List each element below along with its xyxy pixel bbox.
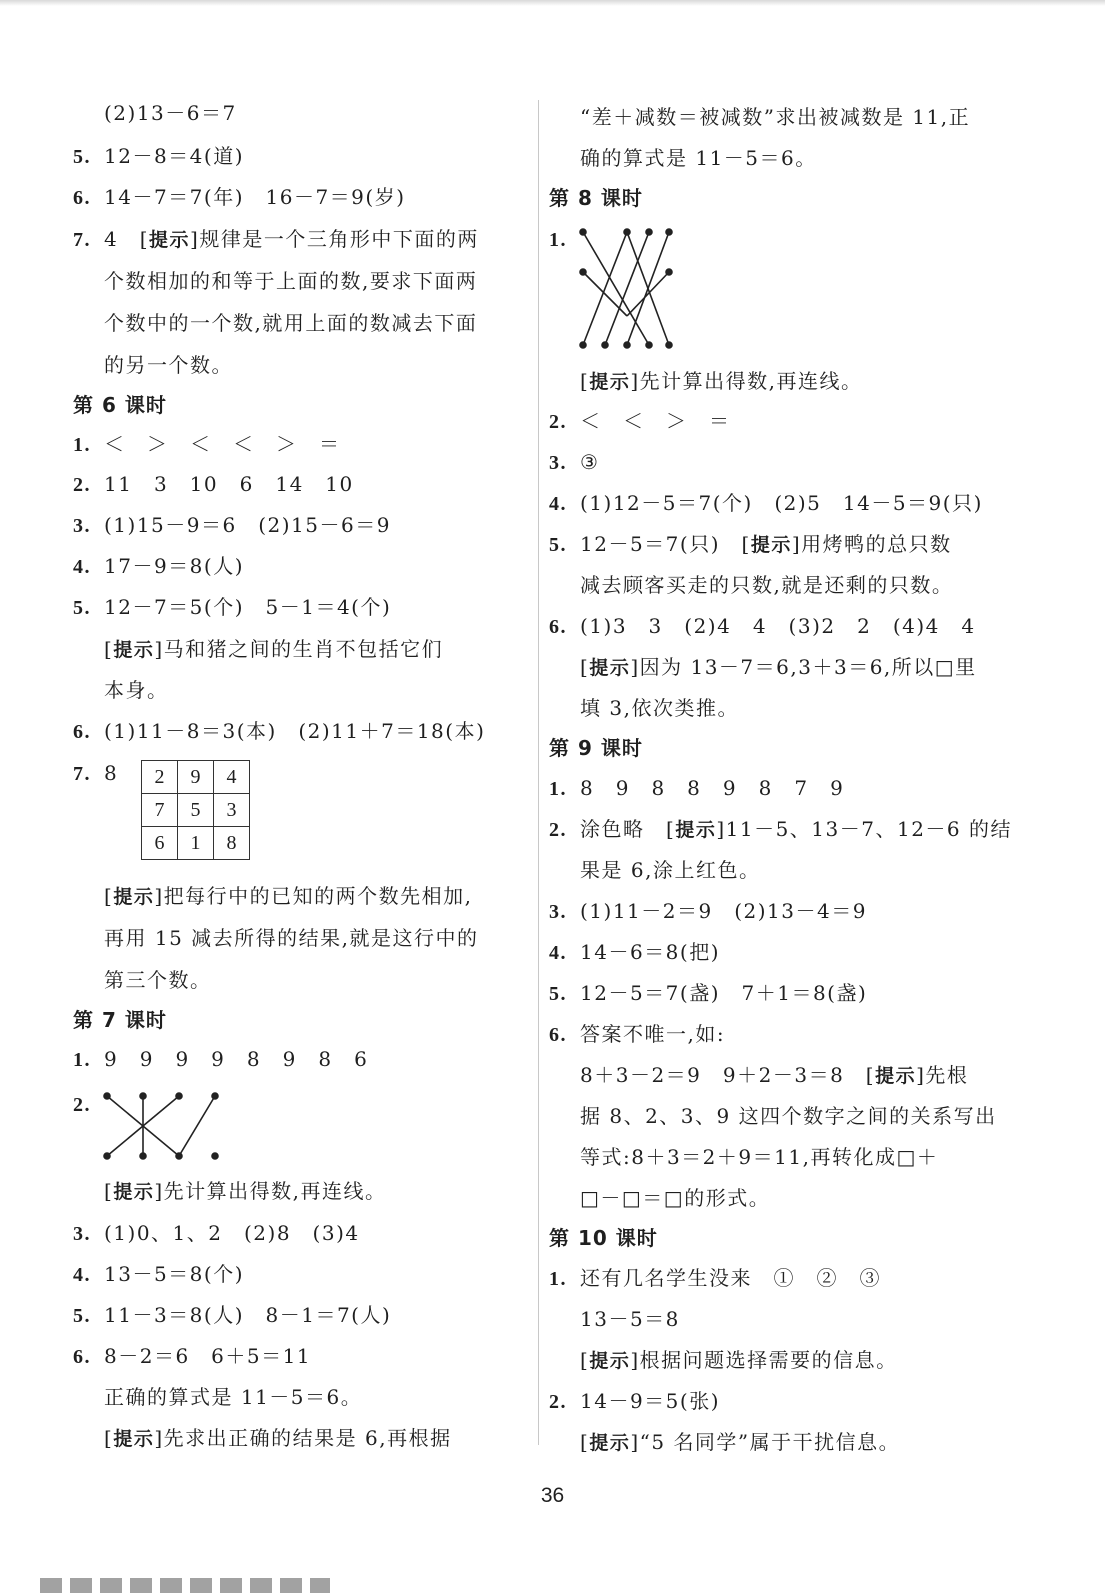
scan-edge bbox=[0, 0, 1105, 6]
hint-line: [提示]马和猪之间的生肖不包括它们 bbox=[104, 637, 444, 661]
scan-bottom-strip bbox=[40, 1578, 330, 1593]
answer-4: 4. 17－9＝8(人) bbox=[73, 554, 245, 578]
grid-cell: 9 bbox=[178, 761, 214, 794]
hint-line: 据 8、2、3、9 这四个数字之间的关系写出 bbox=[580, 1104, 997, 1128]
grid-cell: 7 bbox=[142, 794, 178, 827]
answer-1: 1. 8 9 8 8 9 8 7 9 bbox=[549, 776, 845, 800]
hint-line: [提示]先求出正确的结果是 6,再根据 bbox=[104, 1426, 452, 1450]
hint-line: 果是 6,涂上红色。 bbox=[580, 858, 761, 882]
grid-cell: 4 bbox=[214, 761, 250, 794]
answer-1: 1. 还有几名学生没来 ① ② ③ bbox=[549, 1266, 881, 1290]
answer-4: 4. 14－6＝8(把) bbox=[549, 940, 721, 964]
answer-4: 4. (1)12－5＝7(个) (2)5 14－5＝9(只) bbox=[549, 491, 983, 515]
answer-2: 2. 14－9＝5(张) bbox=[549, 1389, 721, 1413]
answer-7: 7. 8 bbox=[73, 761, 119, 785]
grid-cell: 1 bbox=[178, 827, 214, 860]
answer-3: 3. (1)0、1、2 (2)8 (3)4 bbox=[73, 1221, 360, 1245]
answer-line: 正确的算式是 11－5＝6。 bbox=[104, 1385, 363, 1409]
answer-2: 2. bbox=[73, 1094, 91, 1116]
grid-cell: 6 bbox=[142, 827, 178, 860]
matching-lines-figure-7 bbox=[103, 1090, 223, 1162]
answer-6: 6. 答案不唯一,如: bbox=[549, 1022, 726, 1046]
answer-6: 6. 14－7＝7(年) 16－7＝9(岁) bbox=[73, 185, 406, 209]
grid-cell: 5 bbox=[178, 794, 214, 827]
answer-5: 5. 12－8＝4(道) bbox=[73, 144, 245, 168]
hint-line: 再用 15 减去所得的结果,就是这行中的 bbox=[104, 926, 479, 950]
answer-line: 个数相加的和等于上面的数,要求下面两 bbox=[104, 269, 478, 293]
grid-cell: 3 bbox=[214, 794, 250, 827]
hint-line: [提示]先计算出得数,再连线。 bbox=[104, 1179, 387, 1203]
answer-4: 4. 13－5＝8(个) bbox=[73, 1262, 245, 1286]
answer-line: 13－5＝8 bbox=[580, 1307, 680, 1331]
answer-line: (2)13－6＝7 bbox=[104, 101, 237, 125]
hint-line: □－□＝□的形式。 bbox=[580, 1186, 771, 1210]
hint-line: [提示]因为 13－7＝6,3＋3＝6,所以□里 bbox=[580, 655, 977, 679]
answer-3: 3. (1)11－2＝9 (2)13－4＝9 bbox=[549, 899, 867, 923]
answer-6: 6. (1)3 3 (2)4 4 (3)2 2 (4)4 4 bbox=[549, 614, 976, 638]
lesson-heading-6: 第 6 课时 bbox=[73, 393, 167, 417]
magic-square bbox=[141, 760, 250, 860]
answer-7: 7. 4 [提示]规律是一个三角形中下面的两 bbox=[73, 227, 479, 251]
lesson-heading-8: 第 8 课时 bbox=[549, 186, 643, 210]
grid-cell: 2 bbox=[142, 761, 178, 794]
answer-1: 1. 9 9 9 9 8 9 8 6 bbox=[73, 1047, 369, 1071]
hint-line: 减去顾客买走的只数,就是还剩的只数。 bbox=[580, 573, 954, 597]
answer-line: 个数中的一个数,就用上面的数减去下面 bbox=[104, 311, 478, 335]
matching-lines-figure-8 bbox=[579, 226, 679, 352]
answer-2: 2. 涂色略 [提示]11－5、13－7、12－6 的结 bbox=[549, 817, 1013, 841]
page-number: 36 bbox=[540, 1484, 565, 1507]
lesson-heading-7: 第 7 课时 bbox=[73, 1008, 167, 1032]
answer-1: 1. ＜ ＞ ＜ ＜ ＞ ＝ bbox=[73, 432, 341, 456]
hint-line: 等式:8＋3＝2＋9＝11,再转化成□＋ bbox=[580, 1145, 939, 1169]
hint-line: [提示]“5 名同学”属于干扰信息。 bbox=[580, 1430, 901, 1454]
column-divider bbox=[538, 100, 539, 1445]
answer-6: 6. (1)11－8＝3(本) (2)11＋7＝18(本) bbox=[73, 719, 486, 743]
answer-6: 6. 8－2＝6 6＋5＝11 bbox=[73, 1344, 312, 1368]
answer-5: 5. 12－7＝5(个) 5－1＝4(个) bbox=[73, 595, 392, 619]
hint-line: 本身。 bbox=[104, 678, 169, 702]
answer-5: 5. 12－5＝7(只) [提示]用烤鸭的总只数 bbox=[549, 532, 952, 556]
hint-line: “差＋减数＝被减数”求出被减数是 11,正 bbox=[580, 105, 971, 129]
answer-3: 3. ③ bbox=[549, 450, 600, 474]
lesson-heading-10: 第 10 课时 bbox=[549, 1226, 658, 1250]
hint-line: 填 3,依次类推。 bbox=[580, 696, 739, 720]
answer-5: 5. 11－3＝8(人) 8－1＝7(人) bbox=[73, 1303, 392, 1327]
hint-line: [提示]把每行中的已知的两个数先相加, bbox=[104, 884, 473, 908]
hint-line: [提示]先计算出得数,再连线。 bbox=[580, 369, 863, 393]
answer-1: 1. bbox=[549, 229, 567, 251]
answer-5: 5. 12－5＝7(盏) 7＋1＝8(盏) bbox=[549, 981, 868, 1005]
hint-line: 确的算式是 11－5＝6。 bbox=[580, 146, 817, 170]
hint-line: [提示]根据问题选择需要的信息。 bbox=[580, 1348, 898, 1372]
lesson-heading-9: 第 9 课时 bbox=[549, 736, 643, 760]
answer-line: 的另一个数。 bbox=[104, 353, 233, 377]
answer-2: 2. 11 3 10 6 14 10 bbox=[73, 472, 354, 496]
answer-2: 2. ＜ ＜ ＞ ＝ bbox=[549, 409, 731, 433]
answer-line: 8＋3－2＝9 9＋2－3＝8 [提示]先根 bbox=[580, 1063, 969, 1087]
hint-line: 第三个数。 bbox=[104, 968, 212, 992]
answer-3: 3. (1)15－9＝6 (2)15－6＝9 bbox=[73, 513, 391, 537]
grid-cell: 8 bbox=[214, 827, 250, 860]
